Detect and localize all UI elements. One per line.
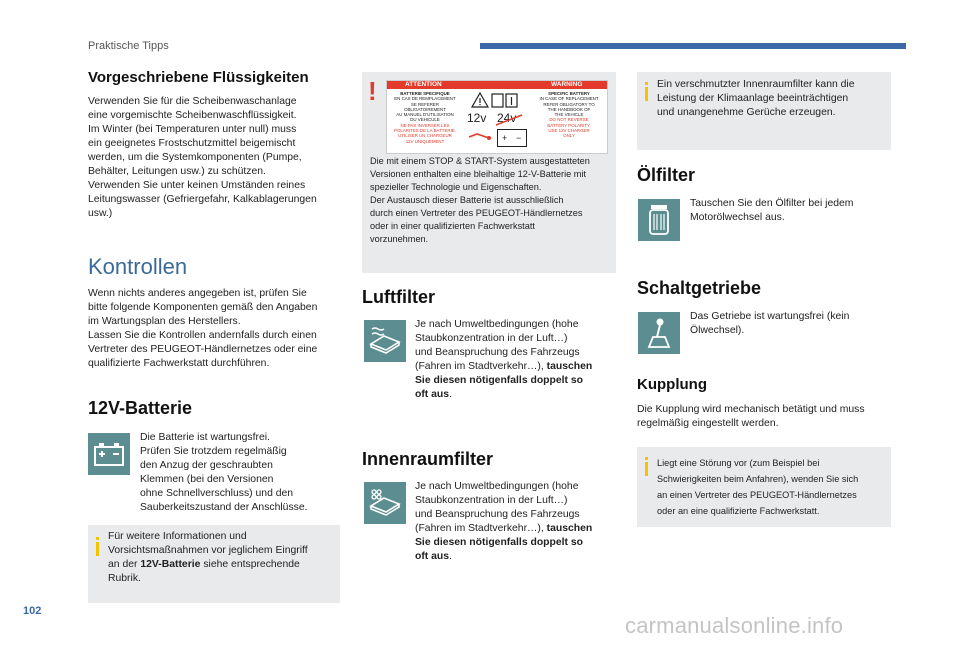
fluids-line: Verwenden Sie unter keinen Umständen reines bbox=[88, 180, 306, 191]
battery-line: Sauberkeitszustand der Anschlüsse. bbox=[140, 502, 308, 513]
watermark: carmanualsonline.info bbox=[625, 613, 844, 638]
clutch-title: Kupplung bbox=[637, 376, 707, 393]
warning-right-red: USE 12V CHARGER bbox=[548, 128, 590, 134]
battery-icon bbox=[88, 433, 130, 475]
warning-right-red: ONLY bbox=[563, 133, 575, 139]
fluids-line: Leitungswasser (Gefriergefahr, Kalkablagerungen bbox=[88, 194, 317, 205]
warning-right-line: THE HANDBOOK OF bbox=[547, 106, 591, 112]
warning-left-block bbox=[390, 91, 460, 144]
fluids-line: Behälter, Leitungen usw.) zu schützen. bbox=[88, 166, 266, 177]
checks-line: Wenn nichts anderes angegeben ist, prüfen Sie bbox=[88, 288, 307, 299]
stop-start-box bbox=[362, 72, 616, 273]
oil-filter-line: Motorölwechsel aus. bbox=[690, 212, 785, 223]
cabin-filter-icon bbox=[364, 482, 406, 524]
oil-filter-icon bbox=[638, 199, 680, 241]
fluids-title: Vorgeschriebene Flüssigkeiten bbox=[88, 69, 309, 86]
warning-right-red: BATTERY POLARITY. bbox=[547, 122, 591, 128]
air-filter-line: und Beanspruchung des Fahrzeugs bbox=[415, 347, 580, 358]
oil-filter-line: Tauschen Sie den Ölfilter bei jedem bbox=[690, 198, 854, 209]
battery-info-line: Vorsichtsmaßnahmen vor jeglichem Eingriff bbox=[108, 545, 308, 556]
checks-title: Kontrollen bbox=[88, 254, 188, 279]
stop-start-line: vorzunehmen. bbox=[370, 234, 429, 244]
clutch-text bbox=[637, 403, 897, 431]
info-icon bbox=[645, 457, 648, 460]
section-label: Praktische Tipps bbox=[88, 40, 169, 52]
battery-line: Die Batterie ist wartungsfrei. bbox=[140, 432, 270, 443]
warning-center bbox=[463, 91, 531, 151]
gearbox-line: Ölwechsel). bbox=[690, 325, 745, 336]
cabin-filter-line: Staubkonzentration in der Luft…) bbox=[415, 495, 568, 506]
warning-left-line: EN CAS DE REMPLACEMENT bbox=[394, 96, 456, 102]
battery-info-bold: 12V-Batterie bbox=[140, 559, 201, 570]
plus-sign: + bbox=[502, 133, 508, 143]
warning-left-line: AU MANUEL D'UTILISATION bbox=[396, 112, 454, 118]
clutch-info-line: Liegt eine Störung vor (zum Beispiel bei bbox=[657, 458, 820, 468]
checks-line: im Wartungsplan des Herstellers. bbox=[88, 316, 241, 327]
stop-start-line: oder in einer qualifizierten Fachwerkstatt bbox=[370, 221, 535, 231]
air-filter-line: Staubkonzentration in der Luft…) bbox=[415, 333, 568, 344]
fluids-line: eine vorgemischte Scheibenwaschflüssigkeit. bbox=[88, 110, 297, 121]
gearbox-title: Schaltgetriebe bbox=[637, 278, 762, 298]
checks-line: bitte folgende Komponenten gemäß den Angaben bbox=[88, 302, 318, 313]
fluids-line: werden, um die Systemkomponenten (Pumpe, bbox=[88, 152, 302, 163]
clutch-info-text bbox=[657, 455, 889, 519]
warning-left-red: 12V UNIQUEMENT bbox=[405, 138, 445, 144]
minus-sign: − bbox=[516, 133, 522, 143]
warning-right-line: IN CASE OF REPLACEMENT bbox=[539, 96, 599, 102]
oil-filter-text bbox=[690, 197, 890, 225]
warning-right-red: DO NOT REVERSE bbox=[549, 117, 589, 123]
fluids-text bbox=[88, 95, 348, 221]
air-filter-icon bbox=[364, 320, 406, 362]
air-filter-prefix: (Fahren im Stadtverkehr…), bbox=[415, 361, 547, 372]
clutch-info-line: oder an eine qualifizierte Fachwerkstatt. bbox=[657, 506, 820, 516]
battery-line: Klemmen (bei den Versionen bbox=[140, 474, 274, 485]
oil-filter-title: Ölfilter bbox=[637, 165, 696, 185]
stop-start-line: spezieller Technologie und Eigenschaften. bbox=[370, 182, 542, 192]
clutch-info-line: Schwierigkeiten beim Anfahren), wenden Sie sich bbox=[657, 474, 859, 484]
cabin-filter-bold: oft aus bbox=[415, 551, 450, 562]
info-icon bbox=[96, 537, 99, 540]
stop-start-line: Die mit einem STOP & START-System ausgestatteten bbox=[370, 156, 590, 166]
clutch-info-line: an einen Vertreter des PEUGEOT-Händlernetzes bbox=[657, 490, 857, 500]
cabin-filter-line bbox=[415, 536, 615, 550]
battery-text bbox=[140, 431, 340, 515]
cabin-info-text bbox=[657, 78, 887, 120]
info-icon-bar bbox=[96, 542, 99, 556]
battery-info-text bbox=[108, 530, 336, 586]
air-filter-line: Je nach Umweltbedingungen (hohe bbox=[415, 319, 579, 330]
checks-line: qualifizierte Fachwerkstatt durchführen. bbox=[88, 358, 270, 369]
battery-info-line bbox=[108, 558, 336, 572]
info-icon-bar bbox=[645, 462, 648, 476]
cabin-filter-text bbox=[415, 480, 615, 564]
battery-line: ohne Schnellverschluss) und den bbox=[140, 488, 294, 499]
stop-start-line: Der Austausch dieser Batterie ist ausschließlich bbox=[370, 195, 564, 205]
stop-start-text bbox=[370, 155, 616, 246]
fluids-line: Im Winter (bei Temperaturen unter null) muss bbox=[88, 124, 297, 135]
cabin-filter-line bbox=[415, 522, 615, 536]
checks-text bbox=[88, 287, 348, 371]
cabin-info-line: und unangenehme Gerüche erzeugen. bbox=[657, 107, 836, 118]
warning-left-head: ATTENTION bbox=[405, 81, 442, 88]
jumper-clamp-icon bbox=[467, 129, 491, 143]
warning-right-line: THE VEHICLE bbox=[554, 112, 584, 118]
warning-right-block bbox=[534, 91, 604, 139]
warning-left-red: UTILISER UN CHARGEUR bbox=[398, 133, 452, 139]
cabin-filter-prefix: (Fahren im Stadtverkehr…), bbox=[415, 523, 547, 534]
warning-right-line: REFER OBLIGATORY TO bbox=[543, 101, 595, 107]
page-number: 102 bbox=[23, 605, 42, 617]
volt-24-label: 24v bbox=[497, 111, 517, 125]
battery-info-suffix: siehe entsprechende bbox=[200, 559, 300, 570]
cabin-info-box bbox=[637, 72, 891, 150]
fluids-line: Verwenden Sie für die Scheibenwaschanlage bbox=[88, 96, 297, 107]
warning-right-head: WARNING bbox=[551, 81, 583, 88]
air-filter-line bbox=[415, 388, 615, 402]
warning-left-line: SE REFERER OBLIGATOIREMENT bbox=[404, 101, 446, 112]
volt-12-label: 12v bbox=[467, 111, 487, 125]
info-icon-bar bbox=[645, 87, 648, 101]
air-filter-bold: oft aus bbox=[415, 389, 450, 400]
cabin-info-line: Leistung der Klimaanlage beeinträchtigen bbox=[657, 93, 849, 104]
battery-title: 12V-Batterie bbox=[88, 398, 193, 418]
air-filter-bold: tauschen bbox=[546, 361, 593, 372]
gearbox-line: Das Getriebe ist wartungsfrei (kein bbox=[690, 311, 850, 322]
cross-out-icon bbox=[495, 113, 523, 127]
battery-info-line: Für weitere Informationen und bbox=[108, 531, 247, 542]
cabin-filter-line: Je nach Umweltbedingungen (hohe bbox=[415, 481, 579, 492]
warning-left-red: POLARITES DE LA BATTERIE. bbox=[394, 128, 456, 134]
fluids-line: usw.) bbox=[88, 208, 113, 219]
air-filter-text bbox=[415, 318, 615, 402]
battery-warning-label bbox=[386, 80, 608, 154]
air-filter-line bbox=[415, 374, 615, 388]
air-filter-title: Luftfilter bbox=[362, 287, 435, 307]
header-bar bbox=[480, 43, 906, 49]
cabin-filter-line: und Beanspruchung des Fahrzeugs bbox=[415, 509, 580, 520]
cabin-filter-bold: Sie diesen nötigenfalls doppelt so bbox=[415, 537, 584, 548]
gearbox-text bbox=[690, 310, 890, 338]
info-icon bbox=[645, 82, 648, 85]
cabin-filter-suffix: . bbox=[449, 551, 452, 562]
stop-start-line: Versionen enthalten eine bleihaltige 12-V-Batterie mit bbox=[370, 169, 587, 179]
battery-info-box bbox=[88, 525, 340, 603]
warning-symbols-icon bbox=[471, 91, 521, 109]
cabin-info-line: Ein verschmutzter Innenraumfilter kann die bbox=[657, 79, 855, 90]
cabin-filter-title: Innenraumfilter bbox=[362, 449, 494, 469]
cabin-filter-line bbox=[415, 550, 615, 564]
warning-right-title: SPECIFIC BATTERY bbox=[548, 91, 590, 96]
checks-line: Vertreter des PEUGEOT-Händlernetzes oder eine bbox=[88, 344, 318, 355]
fluids-line: ein geeignetes Frostschutzmittel beigemischt bbox=[88, 138, 296, 149]
warning-left-red: NE PAS INVERSER LES bbox=[400, 122, 450, 128]
cabin-filter-bold: tauschen bbox=[546, 523, 593, 534]
stop-start-line: durch einen Vertreter des PEUGEOT-Händlernetzes bbox=[370, 208, 583, 218]
clutch-info-box bbox=[637, 447, 891, 527]
warning-left-title: BATTERIE SPECIFIQUE bbox=[400, 91, 450, 96]
clutch-line: Die Kupplung wird mechanisch betätigt und muss bbox=[637, 404, 865, 415]
warning-exclamation-icon: ! bbox=[368, 76, 377, 106]
battery-info-prefix: an der bbox=[108, 559, 141, 570]
gear-lever-icon bbox=[638, 312, 680, 354]
battery-line: den Anzug der geschraubten bbox=[140, 460, 273, 471]
clutch-line: regelmäßig eingestellt werden. bbox=[637, 418, 779, 429]
battery-info-line: Rubrik. bbox=[108, 573, 141, 584]
battery-polarity-icon bbox=[497, 129, 527, 147]
air-filter-suffix: . bbox=[449, 389, 452, 400]
checks-line: Lassen Sie die Kontrollen andernfalls durch einen bbox=[88, 330, 317, 341]
battery-line: Prüfen Sie trotzdem regelmäßig bbox=[140, 446, 287, 457]
air-filter-bold: Sie diesen nötigenfalls doppelt so bbox=[415, 375, 584, 386]
air-filter-line bbox=[415, 360, 615, 374]
warning-left-line: DU VEHICULE bbox=[410, 117, 440, 123]
